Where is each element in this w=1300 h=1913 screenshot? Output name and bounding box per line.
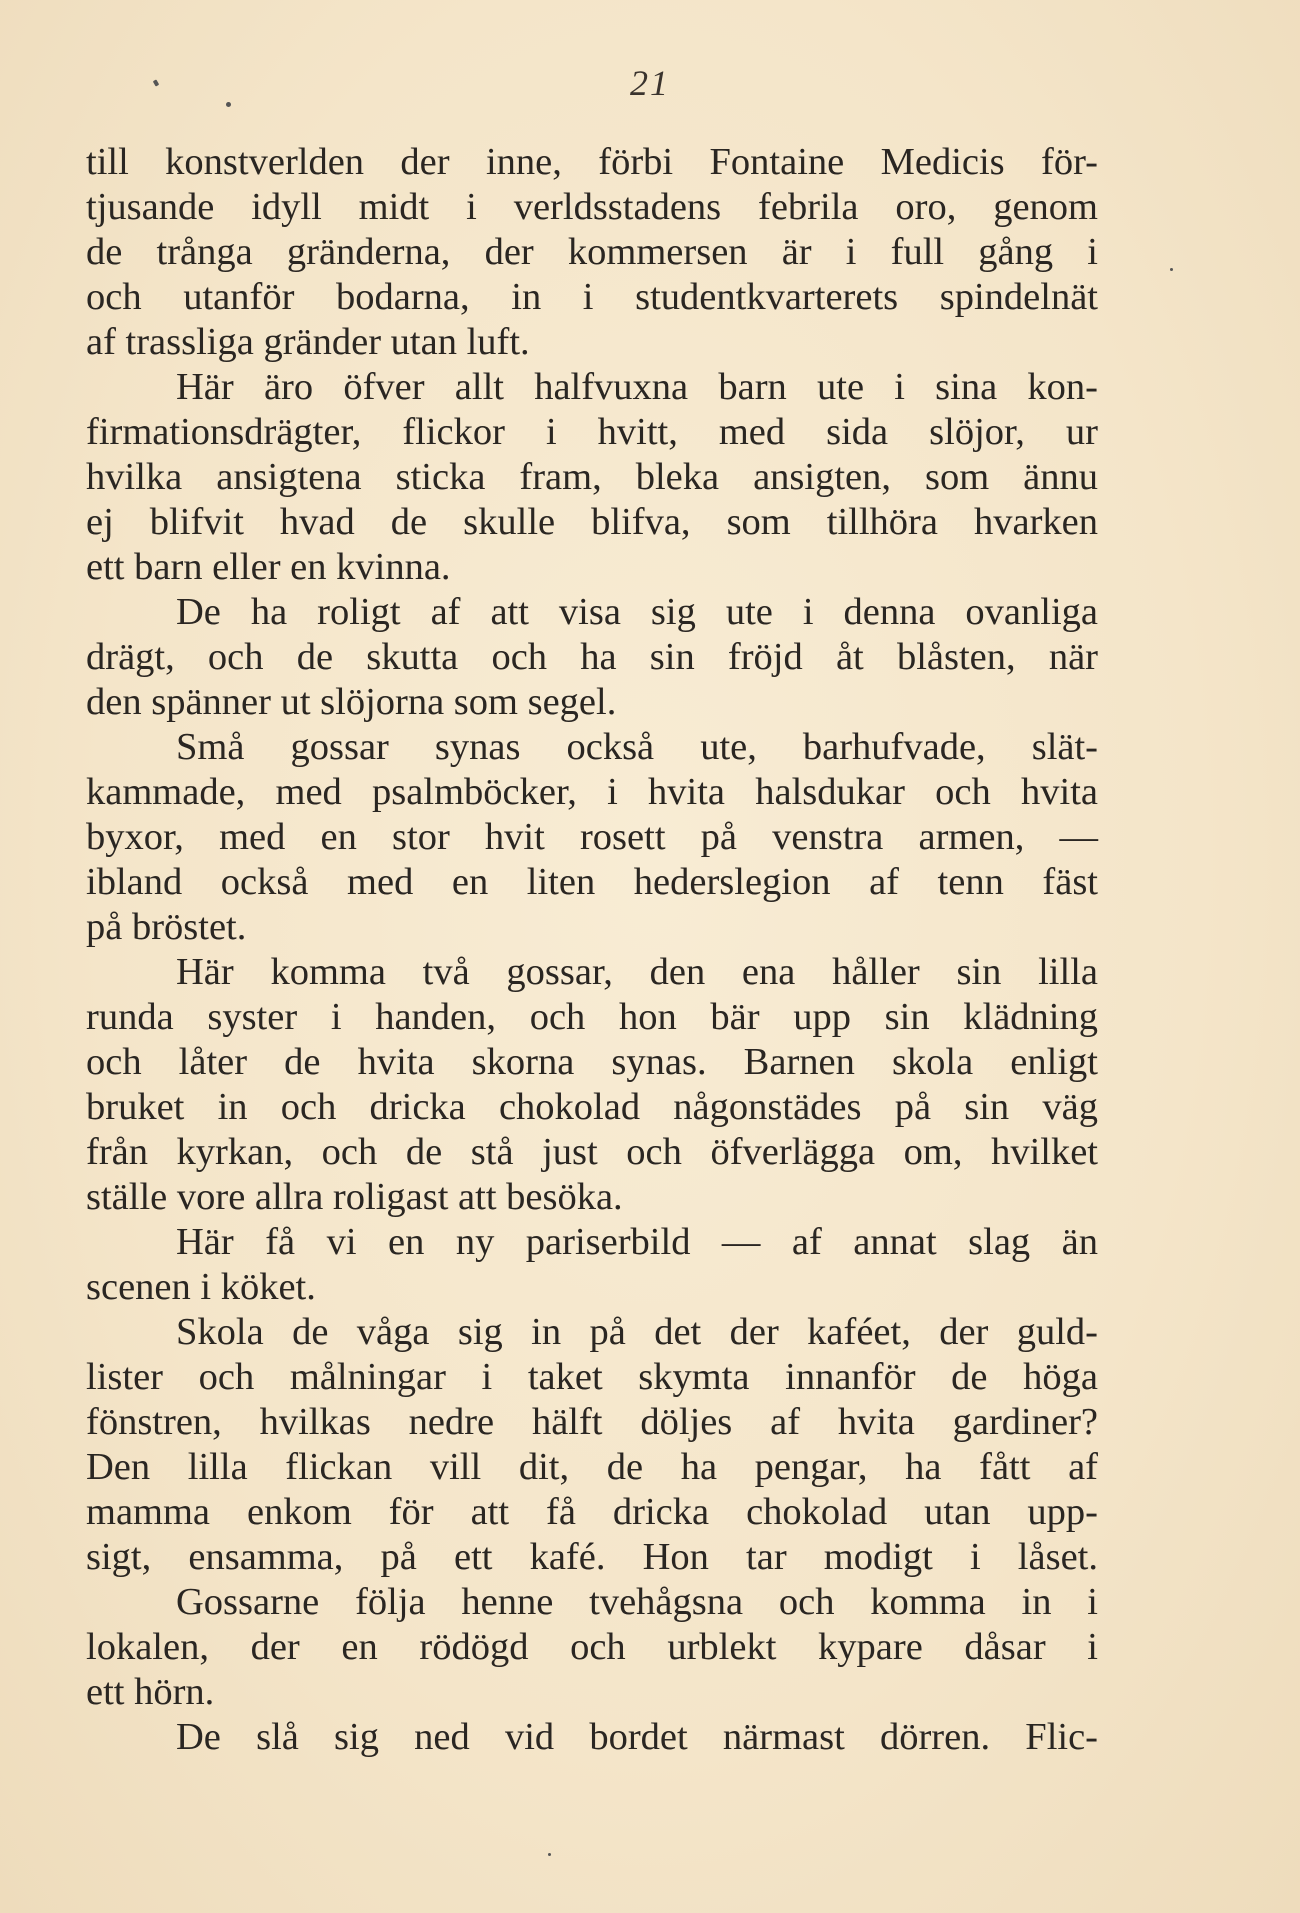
text-line: ett barn eller en kvinna. <box>86 546 451 588</box>
text-line: drägt, och de skutta och ha sin fröjd åt blåsten, när <box>86 636 1098 678</box>
text-line: firmationsdrägter, flickor i hvitt, med sida slöjor, ur <box>86 411 1098 453</box>
text-line: från kyrkan, och de stå just och öfverlägga om, hvilket <box>86 1131 1098 1173</box>
text-line: lokalen, der en rödögd och urblekt kypare dåsar i <box>86 1626 1098 1668</box>
text-line: och låter de hvita skorna synas. Barnen skola enligt <box>86 1041 1098 1083</box>
text-line: ibland också med en liten hederslegion af tenn fäst <box>86 861 1098 903</box>
text-line: byxor, med en stor hvit rosett på venstra armen, — <box>86 816 1098 858</box>
text-line: runda syster i handen, och hon bär upp sin klädning <box>86 996 1098 1038</box>
text-line: sigt, ensamma, på ett kafé. Hon tar modigt i låset. <box>86 1536 1098 1578</box>
text-line: tjusande idyll midt i verldsstadens febrila oro, genom <box>86 186 1098 228</box>
text-line: de trånga gränderna, der kommersen är i full gång i <box>86 231 1098 273</box>
text-line: De ha roligt af att visa sig ute i denna ovanliga <box>176 591 1098 633</box>
text-line: fönstren, hvilkas nedre hälft döljes af hvita gardiner? <box>86 1401 1098 1443</box>
text-line: bruket in och dricka chokolad någonstädes på sin väg <box>86 1086 1098 1128</box>
text-line: Gossarne följa henne tvehågsna och komma in i <box>176 1581 1098 1623</box>
body-text <box>86 140 1098 1760</box>
text-line: ett hörn. <box>86 1671 215 1713</box>
text-line: Här få vi en ny pariserbild — af annat slag än <box>176 1221 1098 1263</box>
text-line: till konstverlden der inne, förbi Fontaine Medicis för- <box>86 141 1098 183</box>
text-line: hvilka ansigtena sticka fram, bleka ansigten, som ännu <box>86 456 1098 498</box>
text-line: och utanför bodarna, in i studentkvarterets spindelnät <box>86 276 1098 318</box>
text-line: af trassliga gränder utan luft. <box>86 321 530 363</box>
text-line: den spänner ut slöjorna som segel. <box>86 681 617 723</box>
text-line: Små gossar synas också ute, barhufvade, slät- <box>176 726 1098 768</box>
text-line: lister och målningar i taket skymta innanför de höga <box>86 1356 1098 1398</box>
text-line: kammade, med psalmböcker, i hvita halsdukar och hvita <box>86 771 1098 813</box>
text-line: De slå sig ned vid bordet närmast dörren. Flic- <box>176 1716 1098 1758</box>
text-line: ej blifvit hvad de skulle blifva, som tillhöra hvarken <box>86 501 1098 543</box>
text-line: Här komma två gossar, den ena håller sin lilla <box>176 951 1098 993</box>
text-line: ställe vore allra roligast att besöka. <box>86 1176 623 1218</box>
text-line: scenen i köket. <box>86 1266 316 1308</box>
text-line: mamma enkom för att få dricka chokolad utan upp- <box>86 1491 1098 1533</box>
text-line: på bröstet. <box>86 906 247 948</box>
ink-speck <box>548 1853 551 1856</box>
ink-speck <box>1170 268 1173 271</box>
page-number: 21 <box>630 63 670 103</box>
text-line: Skola de våga sig in på det der kaféet, der guld- <box>176 1311 1098 1353</box>
text-line: Här äro öfver allt halfvuxna barn ute i sina kon- <box>176 366 1098 408</box>
text-line: Den lilla flickan vill dit, de ha pengar, ha fått af <box>86 1446 1098 1488</box>
